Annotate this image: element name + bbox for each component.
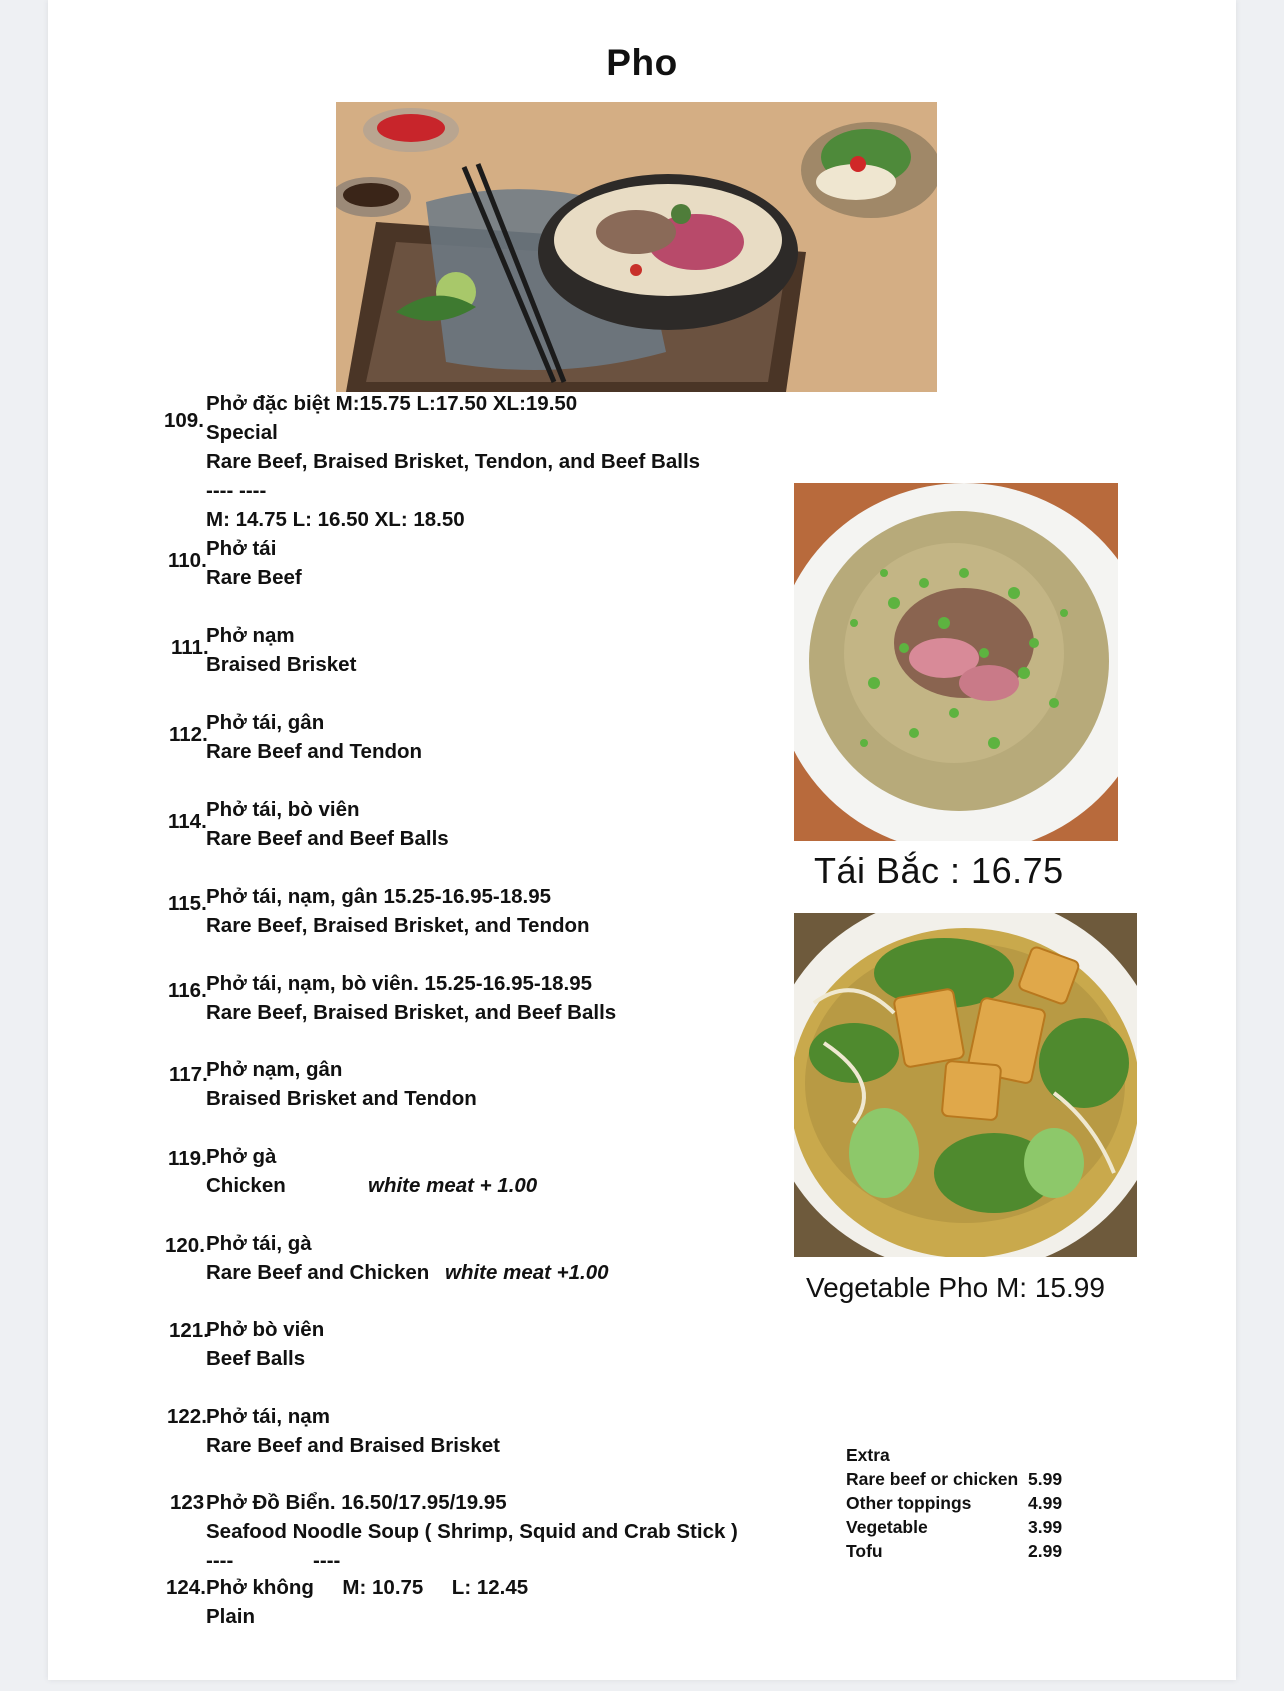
item-number: 117. bbox=[169, 1063, 208, 1086]
extra-row bbox=[846, 1467, 1062, 1491]
item-line: Chicken bbox=[206, 1174, 286, 1197]
item-line: Seafood Noodle Soup ( Shrimp, Squid and Crab Stick ) bbox=[206, 1520, 738, 1543]
tai-bac-image bbox=[794, 483, 1118, 841]
item-number: 112. bbox=[169, 723, 208, 746]
item-line: Phở đặc biệt M:15.75 L:17.50 XL:19.50 bbox=[206, 392, 578, 415]
item-line: Phở tái bbox=[206, 537, 277, 560]
item-number: 121. bbox=[169, 1319, 209, 1342]
item-line: Phở gà bbox=[206, 1145, 277, 1168]
item-line: Beef Balls bbox=[206, 1347, 306, 1370]
page-title: Pho bbox=[606, 42, 678, 83]
item-line: Phở tái, nạm, bò viên. 15.25-16.95-18.95 bbox=[206, 972, 593, 995]
item-line: Rare Beef and Braised Brisket bbox=[206, 1434, 500, 1457]
extra-label: Other toppings bbox=[846, 1493, 972, 1513]
item-line: Phở Đồ Biển. 16.50/17.95/19.95 bbox=[206, 1491, 507, 1514]
item-line: ---- ---- bbox=[206, 479, 267, 502]
menu-page bbox=[48, 0, 1236, 1680]
extra-price: 5.99 bbox=[1028, 1469, 1063, 1489]
item-number: 111. bbox=[171, 636, 209, 659]
extra-label: Rare beef or chicken bbox=[846, 1469, 1019, 1489]
extra-row bbox=[846, 1515, 1062, 1539]
item-number: 114. bbox=[168, 810, 207, 833]
item-line: ---- ---- bbox=[206, 1549, 341, 1572]
item-number: 122. bbox=[167, 1405, 207, 1428]
item-line: M: 14.75 L: 16.50 XL: 18.50 bbox=[206, 508, 465, 531]
item-number: 124. bbox=[166, 1576, 206, 1599]
item-number: 116. bbox=[168, 979, 207, 1002]
item-line: Rare Beef, Braised Brisket, and Tendon bbox=[206, 914, 590, 937]
item-line: Phở nạm bbox=[206, 624, 295, 647]
item-number: 120. bbox=[165, 1234, 205, 1257]
item-line: Phở nạm, gân bbox=[206, 1058, 343, 1081]
item-line: Special bbox=[206, 421, 278, 444]
extra-label: Vegetable bbox=[846, 1517, 928, 1537]
item-line: Phở tái, gân bbox=[206, 711, 325, 734]
extra-row bbox=[846, 1491, 1062, 1515]
vegetable-pho-image bbox=[794, 913, 1137, 1257]
extra-label: Tofu bbox=[846, 1541, 883, 1561]
item-line: Rare Beef and Beef Balls bbox=[206, 827, 449, 850]
item-number: 115. bbox=[168, 892, 207, 915]
item-line: Rare Beef, Braised Brisket, and Beef Balls bbox=[206, 1001, 617, 1024]
item-note: white meat + 1.00 bbox=[368, 1174, 538, 1197]
vegetable-pho-price: Vegetable Pho M: 15.99 bbox=[806, 1272, 1105, 1303]
item-line: Rare Beef bbox=[206, 566, 302, 589]
extra-price: 3.99 bbox=[1028, 1517, 1063, 1537]
extra-heading: Extra bbox=[846, 1445, 890, 1465]
extra-row bbox=[846, 1539, 1062, 1563]
extra-price: 4.99 bbox=[1028, 1493, 1063, 1513]
item-line: Phở tái, nạm bbox=[206, 1405, 330, 1428]
tai-bac-price: Tái Bắc : 16.75 bbox=[814, 850, 1064, 891]
item-line: Phở không M: 10.75 L: 12.45 bbox=[206, 1576, 529, 1599]
item-line: Phở tái, gà bbox=[206, 1232, 312, 1255]
item-number: 109. bbox=[164, 409, 204, 432]
item-number: 119. bbox=[168, 1147, 207, 1170]
item-note: white meat +1.00 bbox=[445, 1261, 609, 1284]
item-line: Plain bbox=[206, 1605, 255, 1628]
item-number: 110. bbox=[168, 549, 207, 572]
item-line: Phở bò viên bbox=[206, 1318, 325, 1341]
extra-price: 2.99 bbox=[1028, 1541, 1063, 1561]
item-line: Phở tái, nạm, gân 15.25-16.95-18.95 bbox=[206, 885, 552, 908]
item-line: Rare Beef and Tendon bbox=[206, 740, 423, 763]
item-line: Phở tái, bò viên bbox=[206, 798, 360, 821]
item-line: Braised Brisket and Tendon bbox=[206, 1087, 477, 1110]
item-line: Rare Beef, Braised Brisket, Tendon, and Beef Balls bbox=[206, 450, 701, 473]
item-line: Braised Brisket bbox=[206, 653, 357, 676]
item-line: Rare Beef and Chicken bbox=[206, 1261, 430, 1284]
extra-toppings bbox=[846, 1443, 1062, 1563]
hero-pho-image bbox=[336, 102, 937, 392]
item-number: 123 bbox=[170, 1491, 205, 1514]
